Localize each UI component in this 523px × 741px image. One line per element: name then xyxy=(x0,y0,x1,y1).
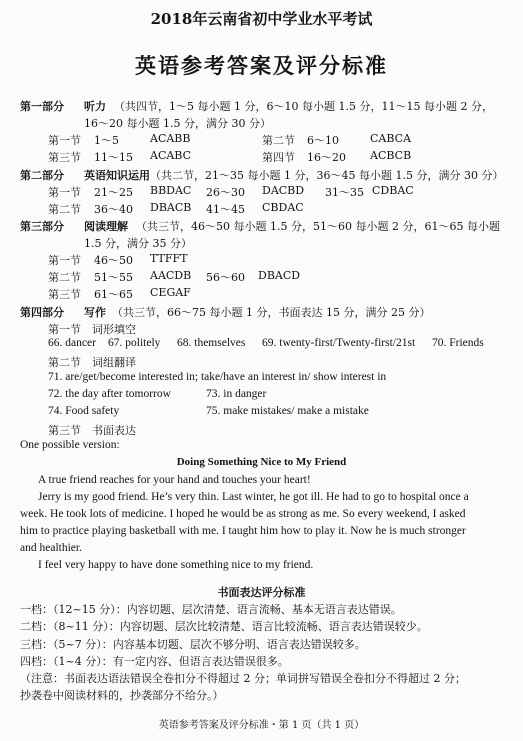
answer-72: 72. the day after tomorrow xyxy=(48,388,171,400)
part2-desc: （共二节，21～35 每小题 1 分，36～45 每小题 1.5 分，满分 30 分） xyxy=(150,169,504,182)
part2-row2-answer1: DBACB xyxy=(150,201,192,214)
part2-row2-range1: 36～40 xyxy=(94,203,133,216)
criteria-title: 书面表达评分标准 xyxy=(217,586,306,599)
part3-desc-line1: （共三节，46～50 每小题 1.5 分，51～60 每小题 2 分，61～65 每小题 xyxy=(136,220,500,233)
part3-desc-line2: 1.5 分，满分 35 分） xyxy=(84,237,192,250)
part2-row1-answer1: BBDAC xyxy=(150,184,192,197)
exam-title: 2018年云南省初中学业水平考试 xyxy=(150,10,373,28)
part3-row3-range1: 61～65 xyxy=(94,288,133,301)
part3-row1-label: 第一节 xyxy=(48,254,81,267)
part4-sec2-heading: 第二节 词组翻译 xyxy=(48,356,136,369)
answer-71: 71. are/get/become interested in; take/have an interest in/ show interest in xyxy=(48,371,387,383)
part4-sec3-heading: 第三节 书面表达 xyxy=(48,424,136,437)
part3-row2-range2: 56～60 xyxy=(206,271,245,284)
part2-row2-answer2: CBDAC xyxy=(262,201,304,214)
part3-row1-range1: 46～50 xyxy=(94,254,133,267)
part1-name: 听力 xyxy=(84,100,106,113)
criteria-note-line-1: （注意：书面表达语法错误全卷扣分不得超过 2 分；单词拼写错误全卷扣分不得超过 2 分； xyxy=(20,672,466,685)
essay-paragraph-3: I feel very happy to have done something nice to my friend. xyxy=(38,559,314,571)
answer-75: 75. make mistakes/ make a mistake xyxy=(206,405,369,417)
part1-heading: 第一部分 xyxy=(20,100,64,113)
part3-row2-range1: 51～55 xyxy=(94,271,133,284)
part2-row1-range3: 31～35 xyxy=(325,186,364,199)
part3-name: 阅读理解 xyxy=(84,220,128,233)
part1-sec2-range: 6～10 xyxy=(307,134,339,147)
answer-69: 69. twenty-first/Twenty-first/21st xyxy=(262,337,416,349)
essay-paragraph-2-line-4: and healthier. xyxy=(20,542,82,554)
part1-sec1-range: 1～5 xyxy=(94,134,119,147)
part3-heading: 第三部分 xyxy=(20,220,64,233)
part3-row1-answer1: TTFFT xyxy=(150,252,188,265)
part1-sec2-label: 第二节 xyxy=(262,134,295,147)
answer-74: 74. Food safety xyxy=(48,405,120,417)
essay-paragraph-2-line-2: week. He took lots of medicine. I hoped he would be as strong as me. So every weekend, I asked xyxy=(20,508,466,520)
part1-sec2-answer: CABCA xyxy=(370,132,412,145)
part2-heading: 第二部分 xyxy=(20,169,64,182)
part2-row1-range2: 26～30 xyxy=(206,186,245,199)
part4-sec1-heading: 第一节 词形填空 xyxy=(48,323,136,336)
answer-67: 67. politely xyxy=(108,337,161,349)
criteria-grade-1: 一档：（12~15 分）：内容切题、层次清楚、语言流畅、基本无语言表达错误。 xyxy=(20,603,402,616)
page-footer: 英语参考答案及评分标准・第 1 页（共 1 页） xyxy=(158,720,365,731)
part1-sec3-answer: ACABC xyxy=(150,149,192,162)
part2-row1-answer2: DACBD xyxy=(262,184,305,197)
part1-sec4-answer: ACBCB xyxy=(370,149,412,162)
part1-desc-line1: （共四节，1～5 每小题 1 分，6～10 每小题 1.5 分，11～15 每小题 2 分， xyxy=(114,100,493,113)
part1-sec4-label: 第四节 xyxy=(262,151,295,164)
part2-row1-label: 第一节 xyxy=(48,186,81,199)
part2-name: 英语知识运用 xyxy=(84,169,150,182)
essay-intro: One possible version: xyxy=(20,439,120,451)
part4-desc: （共三节，66～75 每小题 1 分，书面表达 15 分，满分 25 分） xyxy=(112,306,431,319)
answer-70: 70. Friends xyxy=(432,337,484,349)
criteria-grade-2: 二档：（8~11 分）：内容切题、层次比较清楚、语言比较流畅、语言表达错误较少。 xyxy=(20,620,428,633)
part1-sec1-label: 第一节 xyxy=(48,134,81,147)
part3-row3-answer1: CEGAF xyxy=(150,286,191,299)
criteria-note-line-2: 抄袭卷中阅读材料的，抄袭部分不给分。） xyxy=(20,689,224,702)
essay-paragraph-2-line-1: Jerry is my good friend. He’s very thin. Last winter, he got ill. He had to go to hospital once a xyxy=(38,491,469,503)
part3-row2-answer1: AACDB xyxy=(150,269,192,282)
part4-heading: 第四部分 xyxy=(20,306,64,319)
part1-sec3-label: 第三节 xyxy=(48,151,81,164)
part2-row2-label: 第二节 xyxy=(48,203,81,216)
part2-row1-answer3: CDBAC xyxy=(372,184,414,197)
part1-sec3-range: 11～15 xyxy=(94,151,133,164)
essay-paragraph-2-line-3: him to practice playing basketball with me. I taught him how to play it. Now he is much stronger xyxy=(20,525,466,537)
essay-title: Doing Something Nice to My Friend xyxy=(176,456,347,468)
part3-row3-label: 第三节 xyxy=(48,288,81,301)
criteria-grade-4: 四档：（1~4 分）：有一定内容、但语言表达错误很多。 xyxy=(20,655,289,668)
answer-68: 68. themselves xyxy=(177,337,246,349)
part2-row2-range2: 41～45 xyxy=(206,203,245,216)
part1-sec4-range: 16～20 xyxy=(307,151,346,164)
part3-row2-answer2: DBACD xyxy=(258,269,301,282)
document-title: 英语参考答案及评分标准 xyxy=(135,53,388,78)
part4-name: 写作 xyxy=(84,306,106,319)
answer-73: 73. in danger xyxy=(206,388,267,400)
criteria-grade-3: 三档：（5~7 分）：内容基本切题、层次不够分明、语言表达错误较多。 xyxy=(20,638,366,651)
essay-paragraph-1: A true friend reaches for your hand and touches your heart! xyxy=(38,474,311,486)
part1-sec1-answer: ACABB xyxy=(150,132,191,145)
part2-row1-range1: 21～25 xyxy=(94,186,133,199)
part3-row2-label: 第二节 xyxy=(48,271,81,284)
part1-desc-line2: 16～20 每小题 1.5 分，满分 30 分） xyxy=(84,117,271,130)
answer-66: 66. dancer xyxy=(48,337,96,349)
